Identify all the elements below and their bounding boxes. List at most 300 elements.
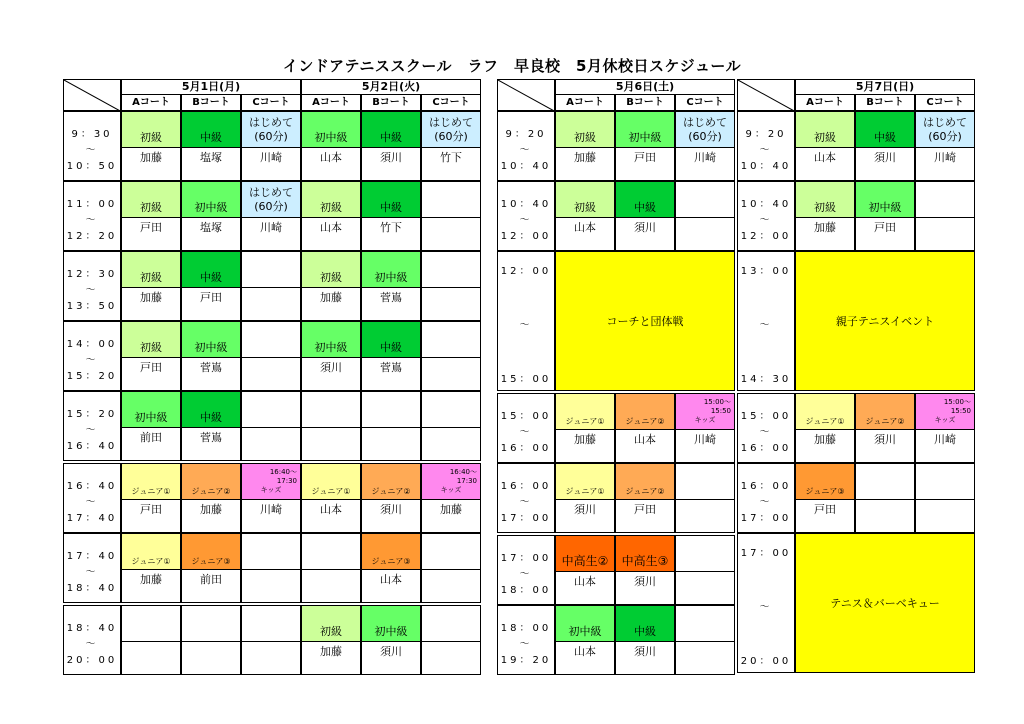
time-slot xyxy=(63,111,121,181)
kids-end: 17:30 xyxy=(276,477,297,485)
kids-label: キッズ xyxy=(934,416,956,424)
class-cell xyxy=(675,605,735,675)
time-slot xyxy=(737,393,795,463)
cell-divider xyxy=(182,641,240,642)
cell-divider xyxy=(182,569,240,570)
cell-divider xyxy=(182,357,240,358)
class-cell xyxy=(121,251,181,321)
time-start: 10：40 xyxy=(740,198,792,210)
class-cell xyxy=(615,393,675,463)
court-header: Aコート xyxy=(121,94,181,111)
time-sep: ～ xyxy=(519,145,533,156)
class-cell xyxy=(675,111,735,181)
cell-divider xyxy=(556,147,614,148)
coach-name: 山本 xyxy=(574,575,596,588)
time-slot xyxy=(63,463,121,533)
cell-divider xyxy=(856,147,914,148)
time-start: 12：30 xyxy=(66,268,118,280)
cell-divider xyxy=(422,357,480,358)
time-start: 9：30 xyxy=(71,128,113,140)
time-slot xyxy=(63,533,121,603)
class-level: 初中級 xyxy=(856,182,914,217)
time-block xyxy=(63,321,484,391)
class-level: 初中級 xyxy=(182,322,240,357)
class-cell xyxy=(675,181,735,251)
class-cell xyxy=(301,463,361,533)
kids-end: 17:30 xyxy=(456,477,477,485)
time-end: 17：00 xyxy=(500,513,552,525)
class-cell xyxy=(795,181,855,251)
cell-divider xyxy=(302,499,360,500)
class-cell xyxy=(795,111,855,181)
cell-divider xyxy=(856,429,914,430)
coach-name: 川崎 xyxy=(934,151,956,164)
class-level: ジュニア① xyxy=(122,464,180,499)
class-cell xyxy=(301,533,361,603)
time-sep: ～ xyxy=(85,639,99,650)
court-header: Bコート xyxy=(855,94,915,111)
cell-divider xyxy=(556,429,614,430)
coach-name: 川崎 xyxy=(694,151,716,164)
cell-divider xyxy=(362,427,420,428)
class-cell xyxy=(241,605,301,675)
header-corner xyxy=(63,79,121,111)
coach-name: 戸田 xyxy=(140,361,162,374)
kids-start: 16:40～ xyxy=(269,468,297,476)
kids-class-label xyxy=(916,394,974,429)
time-start: 18：00 xyxy=(500,622,552,634)
class-cell xyxy=(241,463,301,533)
time-start: 16：40 xyxy=(66,480,118,492)
time-slot xyxy=(737,111,795,181)
court-header: Cコート xyxy=(421,94,481,111)
class-level: ジュニア② xyxy=(182,464,240,499)
coach-name: 山本 xyxy=(814,151,836,164)
class-cell xyxy=(555,463,615,533)
kids-start: 15:00～ xyxy=(943,398,971,406)
coach-name: 加藤 xyxy=(814,433,836,446)
coach-name: 加藤 xyxy=(320,645,342,658)
coach-name: 戸田 xyxy=(200,291,222,304)
cell-divider xyxy=(182,147,240,148)
time-sep: ～ xyxy=(519,497,533,508)
class-cell xyxy=(915,393,975,463)
class-cell xyxy=(241,533,301,603)
coach-name: 山本 xyxy=(380,573,402,586)
court-header: Aコート xyxy=(301,94,361,111)
class-cell xyxy=(615,181,675,251)
time-start: 13：00 xyxy=(740,266,792,277)
cell-divider xyxy=(122,499,180,500)
class-cell xyxy=(675,463,735,533)
cell-divider xyxy=(616,641,674,642)
class-cell xyxy=(361,533,421,603)
class-level: 初中級 xyxy=(362,252,420,287)
class-cell xyxy=(421,533,481,603)
class-cell xyxy=(121,463,181,533)
class-level: ジュニア③ xyxy=(182,534,240,569)
cell-divider xyxy=(182,427,240,428)
class-cell xyxy=(421,321,481,391)
class-level-line2: (60分) xyxy=(254,129,288,143)
class-cell xyxy=(855,393,915,463)
time-end: 12：20 xyxy=(66,231,118,243)
cell-divider xyxy=(302,569,360,570)
time-end: 15：20 xyxy=(66,371,118,383)
coach-name: 川崎 xyxy=(694,433,716,446)
time-end: 12：00 xyxy=(740,231,792,243)
class-cell xyxy=(181,463,241,533)
time-slot xyxy=(497,535,555,605)
time-end: 10：40 xyxy=(500,161,552,173)
time-block xyxy=(737,393,977,463)
time-slot xyxy=(737,533,795,673)
time-block xyxy=(63,605,484,675)
kids-end: 15:50 xyxy=(710,407,731,415)
cell-divider xyxy=(302,217,360,218)
court-header: Aコート xyxy=(795,94,855,111)
coach-name: 加藤 xyxy=(140,291,162,304)
time-start: 9：20 xyxy=(505,128,547,140)
class-level: 初級 xyxy=(556,182,614,217)
coach-name: 加藤 xyxy=(320,291,342,304)
time-slot xyxy=(63,251,121,321)
coach-name: 須川 xyxy=(874,433,896,446)
coach-name: 戸田 xyxy=(634,151,656,164)
cell-divider xyxy=(242,641,300,642)
class-level xyxy=(676,112,734,147)
coach-name: 加藤 xyxy=(140,151,162,164)
class-level: 初級 xyxy=(122,112,180,147)
time-block xyxy=(497,181,737,251)
class-level: 初級 xyxy=(122,322,180,357)
day-name: 5月1日(月) xyxy=(121,79,301,95)
cell-divider xyxy=(556,571,614,572)
time-end: 14：30 xyxy=(740,374,792,385)
cell-divider xyxy=(122,641,180,642)
coach-name: 山本 xyxy=(574,221,596,234)
cell-divider xyxy=(302,427,360,428)
class-level: 中高生③ xyxy=(616,536,674,571)
class-cell xyxy=(241,321,301,391)
class-level-line2: (60分) xyxy=(254,199,288,213)
time-sep: ～ xyxy=(85,567,99,578)
class-cell xyxy=(795,393,855,463)
cell-divider xyxy=(616,571,674,572)
class-level-line1: はじめて xyxy=(249,185,293,199)
time-block xyxy=(497,535,737,605)
cell-divider xyxy=(242,287,300,288)
class-cell xyxy=(421,111,481,181)
kids-class-label xyxy=(242,464,300,499)
class-level: 中級 xyxy=(362,112,420,147)
cell-divider xyxy=(422,287,480,288)
time-start: 11：00 xyxy=(66,198,118,210)
day-header-d2 xyxy=(301,79,481,111)
court-header: Cコート xyxy=(241,94,301,111)
court-header: Bコート xyxy=(181,94,241,111)
class-level: ジュニア① xyxy=(796,394,854,429)
time-block xyxy=(497,251,737,391)
coach-name: 菅嶌 xyxy=(200,431,222,444)
time-sep: ～ xyxy=(85,145,99,156)
time-end: 10：50 xyxy=(66,161,118,173)
cell-divider xyxy=(916,429,974,430)
time-block xyxy=(737,463,977,533)
class-cell xyxy=(615,535,675,605)
time-slot xyxy=(737,463,795,533)
class-cell xyxy=(121,605,181,675)
coach-name: 須川 xyxy=(634,575,656,588)
class-cell xyxy=(555,111,615,181)
cell-divider xyxy=(182,287,240,288)
class-level: 初級 xyxy=(796,112,854,147)
cell-divider xyxy=(422,427,480,428)
coach-name: 塩塚 xyxy=(200,151,222,164)
cell-divider xyxy=(362,641,420,642)
class-level: ジュニア① xyxy=(556,394,614,429)
time-end: 12：00 xyxy=(500,231,552,243)
time-sep: ～ xyxy=(85,355,99,366)
cell-divider xyxy=(422,641,480,642)
cell-divider xyxy=(676,571,734,572)
class-cell xyxy=(241,111,301,181)
class-cell xyxy=(121,391,181,461)
class-level: 初中級 xyxy=(616,112,674,147)
class-cell xyxy=(675,535,735,605)
cell-divider xyxy=(242,217,300,218)
time-start: 14：00 xyxy=(66,338,118,350)
class-cell xyxy=(181,181,241,251)
time-block xyxy=(63,251,484,321)
class-cell xyxy=(181,391,241,461)
cell-divider xyxy=(362,287,420,288)
cell-divider xyxy=(916,499,974,500)
coach-name: 山本 xyxy=(634,433,656,446)
class-cell xyxy=(301,251,361,321)
day-name: 5月7日(日) xyxy=(795,79,975,95)
cell-divider xyxy=(676,147,734,148)
time-end: 13：50 xyxy=(66,301,118,313)
time-start: 17：00 xyxy=(500,552,552,564)
class-level: 中級 xyxy=(856,112,914,147)
coach-name: 加藤 xyxy=(574,433,596,446)
class-cell xyxy=(855,111,915,181)
time-block xyxy=(63,111,484,181)
cell-divider xyxy=(916,147,974,148)
coach-name: 菅嶌 xyxy=(380,291,402,304)
time-end: 17：00 xyxy=(740,513,792,525)
coach-name: 須川 xyxy=(574,503,596,516)
time-block xyxy=(737,533,977,673)
page-title: インドアテニススクール ラフ 早良校 5月休校日スケジュール xyxy=(282,57,742,75)
cell-divider xyxy=(616,499,674,500)
class-cell xyxy=(555,181,615,251)
kids-class-label xyxy=(422,464,480,499)
time-start: 17：40 xyxy=(66,550,118,562)
cell-divider xyxy=(796,147,854,148)
class-cell xyxy=(421,463,481,533)
time-block xyxy=(497,605,737,675)
coach-name: 加藤 xyxy=(574,151,596,164)
class-level xyxy=(916,112,974,147)
class-cell xyxy=(421,181,481,251)
class-cell xyxy=(555,393,615,463)
time-start: 15：00 xyxy=(740,410,792,422)
class-level: ジュニア② xyxy=(362,464,420,499)
time-slot xyxy=(737,251,795,391)
cell-divider xyxy=(362,569,420,570)
time-end: 16：00 xyxy=(500,443,552,455)
cell-divider xyxy=(422,499,480,500)
time-sep: ～ xyxy=(519,569,533,580)
cell-divider xyxy=(242,147,300,148)
cell-divider xyxy=(676,429,734,430)
time-block xyxy=(63,391,484,461)
cell-divider xyxy=(422,217,480,218)
kids-label: キッズ xyxy=(260,486,282,494)
class-cell xyxy=(855,181,915,251)
class-cell xyxy=(361,251,421,321)
class-cell xyxy=(421,605,481,675)
kids-label: キッズ xyxy=(440,486,462,494)
coach-name: 須川 xyxy=(320,361,342,374)
class-level: 中高生② xyxy=(556,536,614,571)
coach-name: 加藤 xyxy=(200,503,222,516)
time-sep: ～ xyxy=(759,497,773,508)
cell-divider xyxy=(616,147,674,148)
class-level: 中級 xyxy=(182,392,240,427)
time-sep: ～ xyxy=(759,215,773,226)
cell-divider xyxy=(182,499,240,500)
time-end: 10：40 xyxy=(740,161,792,173)
time-block xyxy=(737,111,977,181)
cell-divider xyxy=(616,217,674,218)
day-header-d6 xyxy=(555,79,735,111)
time-block xyxy=(497,463,737,533)
class-cell xyxy=(555,535,615,605)
court-header: Cコート xyxy=(675,94,735,111)
cell-divider xyxy=(422,569,480,570)
coach-name: 須川 xyxy=(380,503,402,516)
class-level-line1: はじめて xyxy=(429,115,473,129)
time-block xyxy=(497,111,737,181)
time-end: 19：20 xyxy=(500,655,552,667)
time-start: 9：20 xyxy=(745,128,787,140)
cell-divider xyxy=(122,357,180,358)
coach-name: 竹下 xyxy=(440,151,462,164)
class-cell xyxy=(615,463,675,533)
kids-class-label xyxy=(676,394,734,429)
cell-divider xyxy=(796,217,854,218)
coach-name: 塩塚 xyxy=(200,221,222,234)
class-level: ジュニア① xyxy=(556,464,614,499)
class-cell xyxy=(121,533,181,603)
cell-divider xyxy=(422,147,480,148)
kids-label: キッズ xyxy=(694,416,716,424)
class-level: 中級 xyxy=(616,606,674,641)
time-slot xyxy=(737,181,795,251)
cell-divider xyxy=(302,147,360,148)
class-level: ジュニア③ xyxy=(796,464,854,499)
cell-divider xyxy=(856,499,914,500)
time-sep: ～ xyxy=(85,285,99,296)
class-level: ジュニア② xyxy=(856,394,914,429)
time-slot xyxy=(497,251,555,391)
kids-start: 15:00～ xyxy=(703,398,731,406)
class-cell xyxy=(421,391,481,461)
time-block xyxy=(63,181,484,251)
cell-divider xyxy=(182,217,240,218)
cell-divider xyxy=(616,429,674,430)
time-sep: ～ xyxy=(759,427,773,438)
header-corner xyxy=(737,79,795,111)
cell-divider xyxy=(676,641,734,642)
cell-divider xyxy=(362,217,420,218)
coach-name: 須川 xyxy=(874,151,896,164)
coach-name: 川崎 xyxy=(260,151,282,164)
time-start: 15：00 xyxy=(500,410,552,422)
time-sep: ～ xyxy=(85,215,99,226)
class-cell xyxy=(421,251,481,321)
cell-divider xyxy=(556,499,614,500)
class-level: 初級 xyxy=(302,606,360,641)
class-level: 初級 xyxy=(122,252,180,287)
coach-name: 須川 xyxy=(380,151,402,164)
class-level: 初級 xyxy=(122,182,180,217)
coach-name: 川崎 xyxy=(260,221,282,234)
time-block xyxy=(737,251,977,391)
class-level: 中級 xyxy=(182,252,240,287)
coach-name: 山本 xyxy=(320,221,342,234)
class-cell xyxy=(855,463,915,533)
cell-divider xyxy=(362,499,420,500)
cell-divider xyxy=(302,357,360,358)
time-slot xyxy=(63,321,121,391)
coach-name: 山本 xyxy=(574,645,596,658)
time-sep: ～ xyxy=(759,320,773,331)
time-end: 15：00 xyxy=(500,374,552,385)
class-cell xyxy=(361,391,421,461)
class-cell xyxy=(361,463,421,533)
time-block xyxy=(63,463,484,533)
cell-divider xyxy=(242,427,300,428)
class-cell xyxy=(615,111,675,181)
header-corner xyxy=(497,79,555,111)
coach-name: 山本 xyxy=(320,151,342,164)
time-sep: ～ xyxy=(519,427,533,438)
class-cell xyxy=(181,111,241,181)
time-slot xyxy=(497,605,555,675)
class-level: 初級 xyxy=(796,182,854,217)
class-cell xyxy=(915,463,975,533)
cell-divider xyxy=(556,641,614,642)
class-level: 中級 xyxy=(362,322,420,357)
cell-divider xyxy=(242,569,300,570)
class-cell xyxy=(181,533,241,603)
coach-name: 戸田 xyxy=(634,503,656,516)
time-sep: ～ xyxy=(519,639,533,650)
time-start: 18：40 xyxy=(66,622,118,634)
cell-divider xyxy=(122,569,180,570)
cell-divider xyxy=(362,357,420,358)
time-slot xyxy=(63,605,121,675)
coach-name: 戸田 xyxy=(140,503,162,516)
class-cell xyxy=(615,605,675,675)
cell-divider xyxy=(916,217,974,218)
class-level-line1: はじめて xyxy=(923,115,967,129)
time-end: 20：00 xyxy=(66,655,118,667)
